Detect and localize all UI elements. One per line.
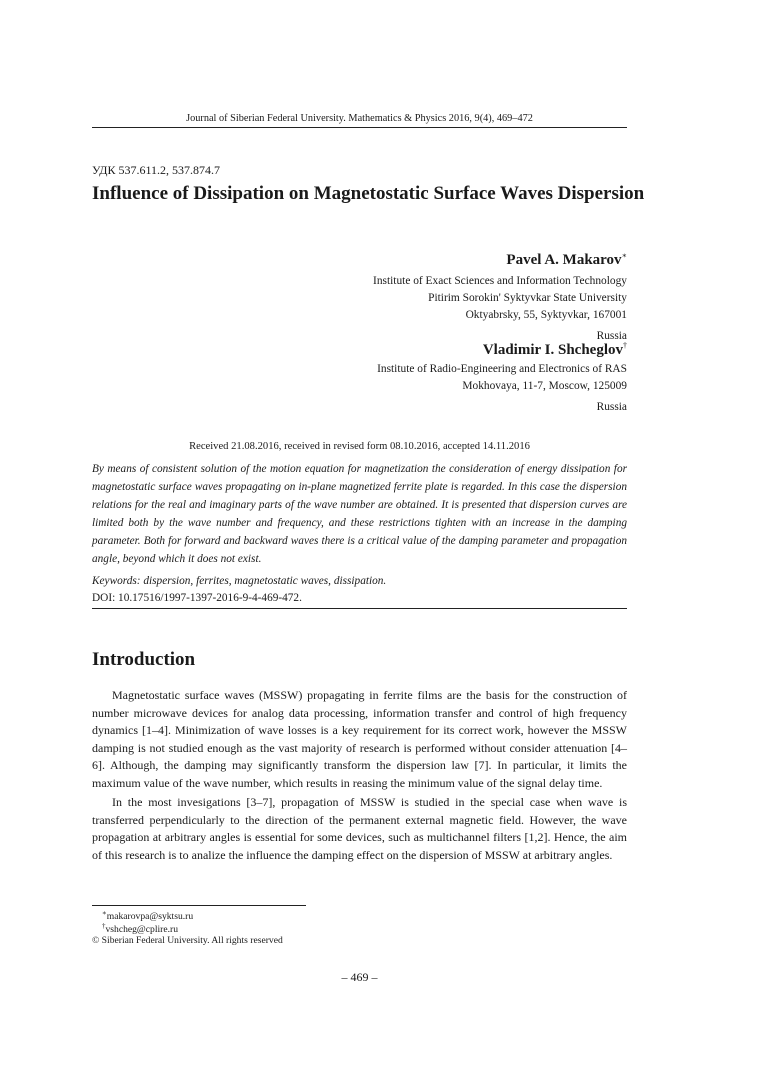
footnote-2-mark: † xyxy=(102,922,106,930)
author-2-name: Vladimir I. Shcheglov xyxy=(482,342,623,358)
footnote-rule xyxy=(92,905,306,906)
footnote-1-email: makarovpa@syktsu.ru xyxy=(106,911,194,923)
affiliation-2 xyxy=(377,361,627,416)
affiliation-2-line-2: Mokhovaya, 11-7, Moscow, 125009 xyxy=(462,380,627,392)
keywords xyxy=(92,575,386,587)
author-2-mark: † xyxy=(623,341,627,350)
author-1-name: Pavel A. Makarov xyxy=(506,252,622,268)
page-number: – 469 – xyxy=(341,970,378,984)
introduction-body xyxy=(92,687,627,864)
author-1-mark: ∗ xyxy=(621,251,627,260)
section-heading-introduction: Introduction xyxy=(92,649,196,670)
affiliation-1-line-3: Oktyabrsky, 55, Syktyvkar, 167001 xyxy=(465,309,627,321)
author-name-2 xyxy=(483,341,627,359)
header-rule xyxy=(92,127,627,128)
affiliation-2-line-3: Russia xyxy=(596,401,627,413)
doi: DOI: 10.17516/1997-1397-2016-9-4-469-472. xyxy=(92,592,302,604)
abstract: By means of consistent solution of the motion equation for magnetization the consideration of energy dissipation for magnetostatic surface waves propagating on in-plane magnetized ferrite plate is regarded. In this case the dispersion relations for the real and imaginary parts of the wave number are obtained. It is presented that dispersion curves are limited both by the wave number and frequency, and these restrictions tighten with an increase in the damping parameter. Both for forward and backward waves there is a critical value of the damping parameter and propagation angle, beyond which it does not exist. xyxy=(92,463,627,565)
keywords-text: dispersion, ferrites, magnetostatic waves, dissipation. xyxy=(143,575,387,587)
udc-code: УДК 537.611.2, 537.874.7 xyxy=(92,163,221,177)
received-dates: Received 21.08.2016, received in revised form 08.10.2016, accepted 14.11.2016 xyxy=(189,441,530,452)
journal-header: Journal of Siberian Federal University. Mathematics & Physics 2016, 9(4), 469–472 xyxy=(186,113,533,124)
footnote-2-email: vshcheg@cplire.ru xyxy=(105,924,179,936)
footnote-1 xyxy=(102,909,193,922)
footnote-1-mark: ∗ xyxy=(102,909,107,917)
affiliation-1-line-4: Russia xyxy=(596,330,627,342)
affiliation-1 xyxy=(373,273,627,345)
paragraph-2: In the most invesigations [3–7], propagation of MSSW is studied in the special case when wave is transferred perpendicularly to the direction of the permanent external magnetic field. However, the wave propagation at arbitrary angles is essential for some devices, such as multichannel filters [1,2]. Hence, the aim of this research is to analize the influence the damping effect on the dispersion of MSSW at arbitrary angles. xyxy=(92,795,627,862)
affiliation-1-line-2: Pitirim Sorokin' Syktyvkar State University xyxy=(428,292,627,304)
paper-title: Influence of Dissipation on Magnetostatic Surface Waves Dispersion xyxy=(92,183,645,204)
footnote-2 xyxy=(102,922,178,935)
affiliation-2-line-1: Institute of Radio-Engineering and Electronics of RAS xyxy=(377,363,627,375)
author-name-1 xyxy=(506,251,627,269)
abstract-rule xyxy=(92,608,627,609)
paragraph-1: Magnetostatic surface waves (MSSW) propagating in ferrite films are the basis for the construction of number microwave devices for analog data processing, information transfer and control of high frequency dynamics [1–4]. Minimization of wave losses is a key requirement for its correct work, however the MSSW damping is not studied enough as the vast majority of research is performed without consider attenuation [4–6]. Although, the damping may significantly transform the dispersion law [7]. In particular, it limits the maximum value of the wave number, which results in reasing the minimum value of the signal delay time. xyxy=(92,688,627,790)
keywords-label: Keywords: xyxy=(92,575,141,587)
footnote-copyright: © Siberian Federal University. All rights reserved xyxy=(92,935,283,946)
affiliation-1-line-1: Institute of Exact Sciences and Information Technology xyxy=(373,275,627,287)
